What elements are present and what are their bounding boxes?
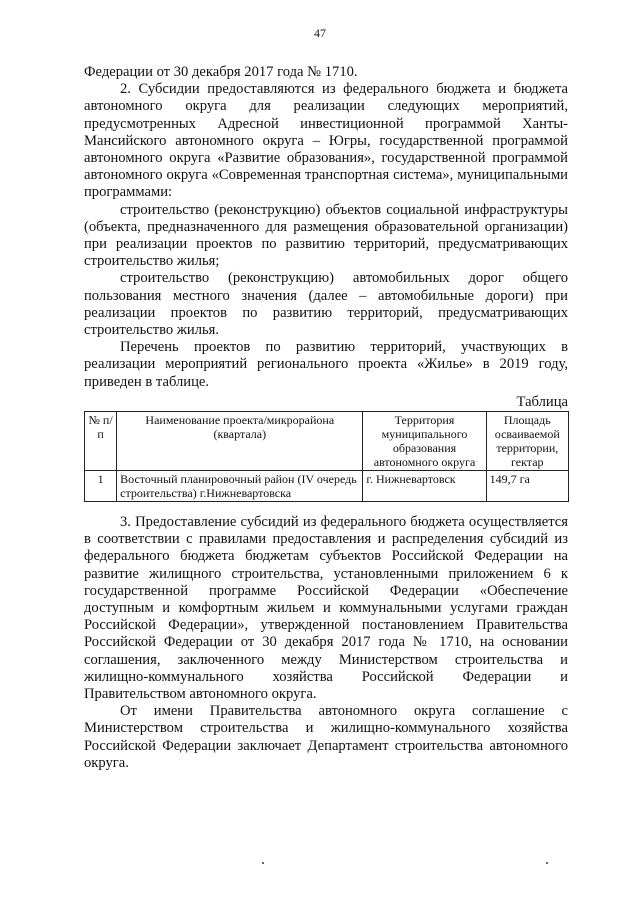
header-project-name: Наименование проекта/микрорайона (квартала) [117, 412, 363, 471]
paragraph-agreement: От имени Правительства автономного округа соглашение с Министерством строительства и жилищно-коммунального хозяйства Российской Федерации заключает Департамент строительства автономного округа. [84, 703, 568, 771]
table-caption: Таблица [516, 394, 568, 410]
header-area: Площадь осваиваемой территории, гектар [486, 412, 568, 471]
table-header-row [85, 412, 569, 471]
header-number: № п/п [85, 412, 117, 471]
scan-dot [546, 862, 548, 864]
header-territory: Территория муниципального образования автономного округа [363, 412, 486, 471]
cell-area: 149,7 га [486, 471, 568, 502]
paragraph-project-list: Перечень проектов по развитию территорий, участвующих в реализации мероприятий регионального проекта «Жилье» в 2019 году, приведен в таблице. [84, 339, 568, 390]
paragraph-subsidies: 2. Субсидии предоставляются из федерального бюджета и бюджета автономного округа для реализации следующих мероприятий, предусмотренных Адресной инвестиционной программой Ханты-Мансийского автономного округа – Югры, государственной программой автономного округа «Развитие образования», государственной программой автономного округа «Современная транспортная система», муниципальными программами: [84, 81, 568, 201]
body-text-upper [84, 64, 568, 391]
paragraph-federal-subsidies: 3. Предоставление субсидий из федерального бюджета осуществляется в соответствии с правилами предоставления и распределения субсидий из федерального бюджета бюджетам субъектов Российской Федерации на развитие жилищного строительства, установленными приложением 6 к государственной программе Российской Федерации «Обеспечение доступным и комфортным жильем и коммунальными услугами граждан Российской Федерации», утвержденной постановлением Правительства Российской Федерации от 30 декабря 2017 года № 1710, на основании соглашения, заключенного между Министерством строительства и жилищно-коммунального хозяйства Российской Федерации и Правительством автономного округа. [84, 514, 568, 703]
cell-territory: г. Нижневартовск [363, 471, 486, 502]
body-text-lower [84, 514, 568, 772]
paragraph-continuation: Федерации от 30 декабря 2017 года № 1710. [84, 64, 358, 80]
cell-number: 1 [85, 471, 117, 502]
paragraph-social-infrastructure: строительство (реконструкцию) объектов социальной инфраструктуры (объекта, предназначенного для размещения образовательной организации) при реализации проектов по развитию территорий, предусматривающих строительство жилья; [84, 201, 568, 270]
table-row [85, 471, 569, 502]
scan-dot [262, 862, 264, 864]
projects-table [84, 411, 569, 502]
paragraph-roads: строительство (реконструкцию) автомобильных дорог общего пользования местного значения (далее – автомобильные дороги) при реализации проектов по развитию территорий, предусматривающих строительство жилья. [84, 270, 568, 339]
cell-project-name: Восточный планировочный район (IV очередь строительства) г.Нижневартовска [117, 471, 363, 502]
page-number: 47 [314, 26, 326, 40]
